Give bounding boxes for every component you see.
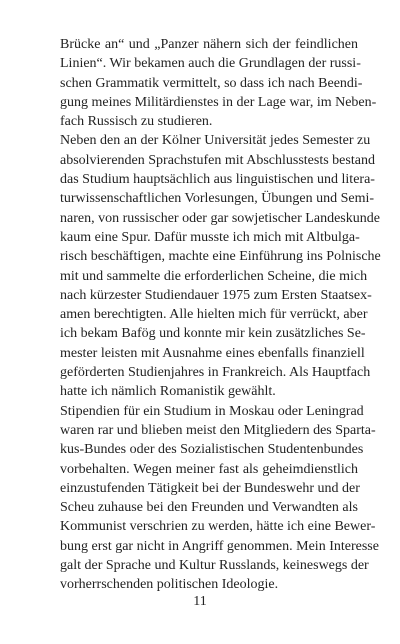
text-line: gung meines Militärdienstes in der Lage war, im Neben- xyxy=(60,94,377,110)
text-line: einzustufenden Tätigkeit bei der Bundeswehr und der xyxy=(60,480,360,496)
text-line: das Studium hauptsächlich aus linguistischen und litera- xyxy=(60,172,375,188)
text-line: Brücke an“ und „Panzer nähern sich der feindlichen xyxy=(60,37,358,52)
text-line: Kommunist verschrien zu werden, hätte ich eine Bewer- xyxy=(60,519,376,535)
text-line: kus-Bundes oder des Sozialistischen Studentenbundes xyxy=(60,442,364,458)
text-line: schen Grammatik vermittelt, so dass ich nach Beendi- xyxy=(60,75,363,91)
text-line: vorbehalten. Wegen meiner fast als geheimdienstlich xyxy=(60,461,358,477)
text-line: galt der Sprache und Kultur Russlands, keineswegs der xyxy=(60,558,369,574)
text-line: risch beschäftigen, machte eine Einführung ins Polnische xyxy=(60,249,381,265)
paragraph xyxy=(60,35,377,131)
text-line: fach Russisch zu studieren. xyxy=(60,114,213,130)
text-line: Linien“. Wir bekamen auch die Grundlagen der russi- xyxy=(60,56,361,72)
page-number: 11 xyxy=(193,594,207,609)
text-line: kaum eine Spur. Dafür musste ich mich mit Altbulga- xyxy=(60,229,360,245)
text-line: geförderten Studienjahres in Frankreich. Als Hauptfach xyxy=(60,365,371,381)
text-line: bung erst gar nicht in Angriff genommen. Mein Interesse xyxy=(60,538,379,554)
text-line: nach kürzester Studiendauer 1975 zum Ersten Staatsex- xyxy=(60,287,372,303)
text-line: absolvierenden Sprachstufen mit Abschlusstests bestand xyxy=(60,152,375,168)
text-line: Neben den an der Kölner Universität jedes Semester zu xyxy=(60,133,371,149)
text-line: turwissenschaftlichen Vorlesungen, Übungen und Semi- xyxy=(60,191,375,207)
paragraph xyxy=(60,402,379,595)
text-line: ich bekam Bafög und konnte mir kein zusätzliches Se- xyxy=(60,326,366,342)
text-line: mit und sammelte die erforderlichen Scheine, die mich xyxy=(60,268,368,284)
body-text xyxy=(60,35,381,595)
text-line: Scheu zuhause bei den Freunden und Verwandten als xyxy=(60,500,358,516)
text-line: waren rar und blieben meist den Mitgliedern des Sparta- xyxy=(60,422,376,438)
text-line: mester leisten mit Ausnahme eines ebenfalls finanziell xyxy=(60,345,365,361)
text-line: vorherrschenden politischen Ideologie. xyxy=(60,577,279,593)
text-line: naren, von russischer oder gar sowjetischer Landeskunde xyxy=(60,210,380,226)
text-line: amen berechtigten. Alle hielten mich für verrückt, aber xyxy=(60,307,368,323)
text-line: hatte ich nämlich Romanistik gewählt. xyxy=(60,384,276,400)
text-line: Stipendien für ein Studium in Moskau oder Leningrad xyxy=(60,403,364,419)
paragraph xyxy=(60,131,381,401)
